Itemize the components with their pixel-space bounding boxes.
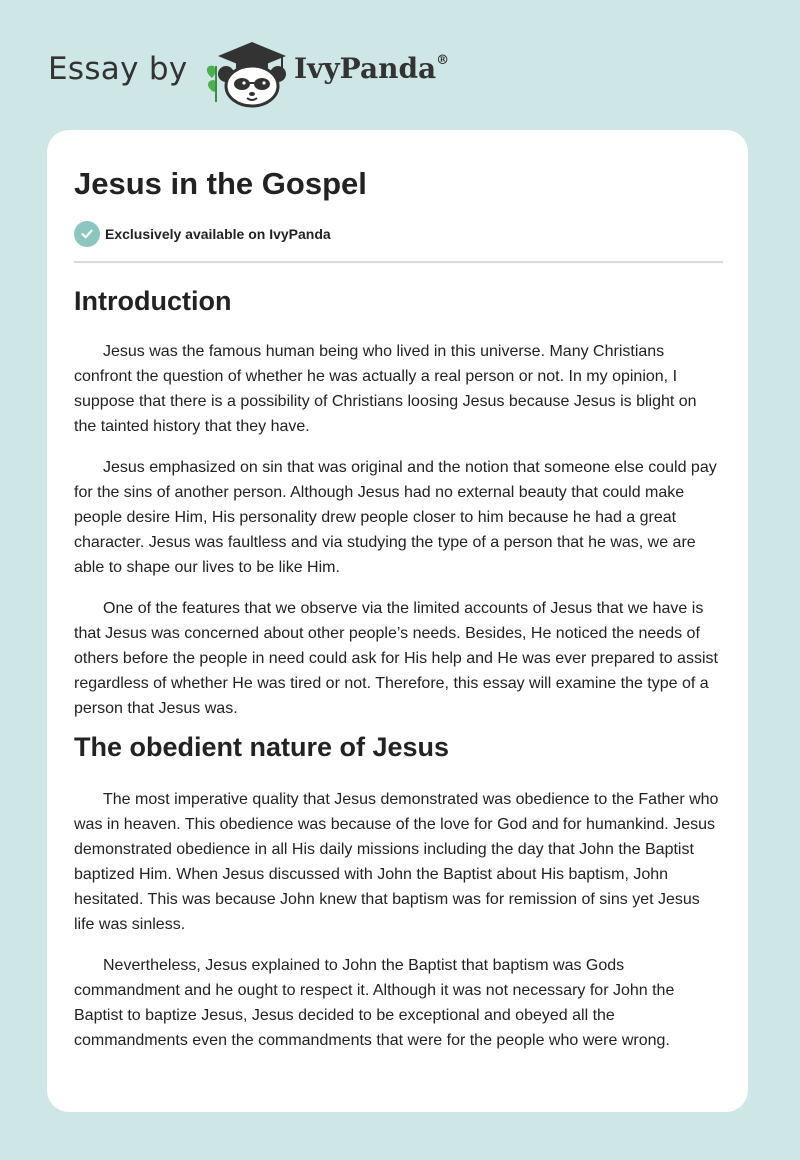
brand-prefix: Essay by (48, 51, 188, 87)
site-brand[interactable] (48, 36, 468, 108)
section-heading-obedient-nature: The obedient nature of Jesus (74, 732, 450, 762)
exclusive-badge-text: Exclusively available on IvyPanda (105, 226, 331, 242)
essay-title: Jesus in the Gospel (74, 166, 367, 201)
check-circle-icon (74, 221, 100, 247)
title-divider (74, 261, 723, 263)
essay-card (47, 130, 748, 1112)
section-heading-introduction: Introduction (74, 286, 232, 316)
brand-name: IvyPanda® (294, 52, 450, 85)
paragraph: Jesus was the famous human being who lived in this universe. Many Christians confront the question of whether he was actually a real person or not. In my opinion, I suppose that there is a possibility of Christians loosing Jesus because Jesus is blight on the tainted history that they have. (74, 343, 697, 435)
exclusive-badge (74, 220, 331, 248)
essay-body (74, 283, 723, 1053)
paragraph: The most imperative quality that Jesus demonstrated was obedience to the Father who was in heaven. This obedience was because of the love for God and for humankind. Jesus demonstrated obedience in all His daily missions including the day that John the Baptist baptized Him. When Jesus discussed with John the Baptist about His baptism, John hesitated. This was because John knew that baptism was for remission of sins yet Jesus life was sinless. (74, 791, 719, 933)
panda-graduate-logo-icon (202, 36, 290, 108)
registered-mark: ® (436, 52, 450, 68)
paragraph: One of the features that we observe via the limited accounts of Jesus that we have is that Jesus was concerned about other people’s needs. Besides, He noticed the needs of others before the people in need could ask for His help and He was ever prepared to assist regardless of whether He was tired or not. Therefore, this essay will examine the type of a person that Jesus was. (74, 600, 718, 717)
paragraph: Jesus emphasized on sin that was original and the notion that someone else could pay for the sins of another person. Although Jesus had no external beauty that could make people desire Him, His personality drew people closer to him because he had a great character. Jesus was faultless and via studying the type of a person that he was, we are able to shape our lives to be like Him. (74, 459, 717, 576)
paragraph: Nevertheless, Jesus explained to John the Baptist that baptism was Gods commandment and he ought to respect it. Although it was not necessary for John the Baptist to baptize Jesus, Jesus decided to be exceptional and obeyed all the commandments even the commandments that were for the people who were wrong. (74, 957, 675, 1049)
